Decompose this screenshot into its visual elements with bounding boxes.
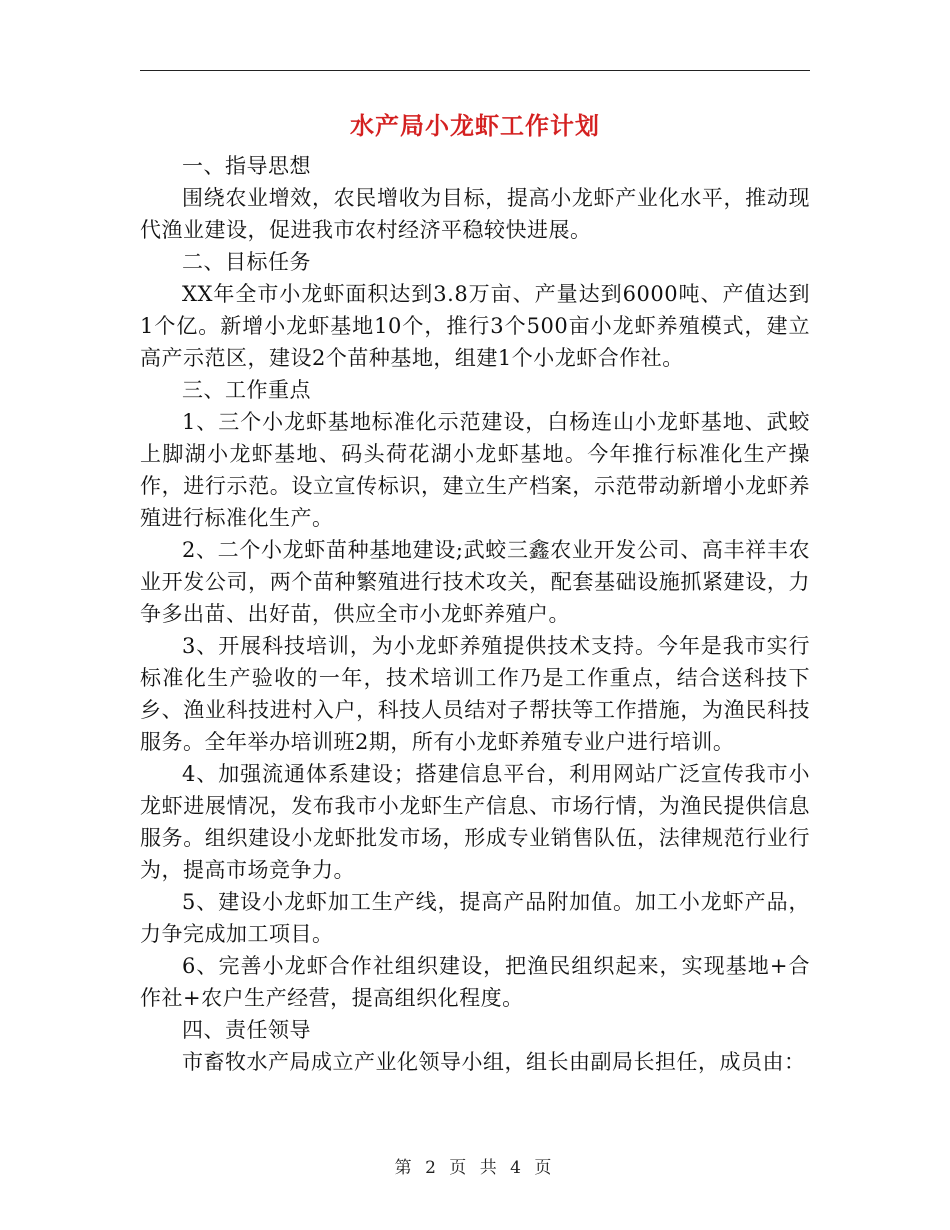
section-heading-goals: 二、目标任务 <box>182 250 311 274</box>
paragraph-key-work-5: 5、建设小龙虾加工生产线，提高产品附加值。加工小龙虾产品，力争完成加工项目。 <box>140 890 810 946</box>
header-rule <box>140 70 810 71</box>
paragraph-key-work-3: 3、开展科技培训，为小龙虾养殖提供技术支持。今年是我市实行标准化生产验收的一年，技术培训工作乃是工作重点，结合送科技下乡、渔业科技进村入户，科技人员结对子帮扶等工作措施，为渔民科技服务。全年举办培训班2期，所有小龙虾养殖专业户进行培训。 <box>140 634 810 754</box>
section-heading-leadership: 四、责任领导 <box>182 1018 311 1042</box>
paragraph-key-work-1: 1、三个小龙虾基地标准化示范建设，白杨连山小龙虾基地、武蛟上脚湖小龙虾基地、码头荷花湖小龙虾基地。今年推行标准化生产操作，进行示范。设立宣传标识，建立生产档案，示范带动新增小龙虾养殖进行标准化生产。 <box>140 410 810 530</box>
page-footer: 第 2 页 共 4 页 <box>394 1158 556 1178</box>
section-heading-guiding-thought: 一、指导思想 <box>182 154 311 178</box>
paragraph-goals: XX年全市小龙虾面积达到3.8万亩、产量达到6000吨、产值达到1个亿。新增小龙虾基地10个，推行3个500亩小龙虾养殖模式，建立高产示范区，建设2个苗种基地，组建1个小龙虾合作社。 <box>140 282 810 370</box>
document-title: 水产局小龙虾工作计划 <box>350 111 600 140</box>
paragraph-leadership: 市畜牧水产局成立产业化领导小组，组长由副局长担任，成员由： <box>182 1050 806 1074</box>
paragraph-key-work-2: 2、二个小龙虾苗种基地建设;武蛟三鑫农业开发公司、高丰祥丰农业开发公司，两个苗种繁殖进行技术攻关，配套基础设施抓紧建设，力争多出苗、出好苗，供应全市小龙虾养殖户。 <box>140 538 810 626</box>
section-heading-key-work: 三、工作重点 <box>182 378 311 402</box>
document-body <box>140 150 810 1078</box>
paragraph-key-work-6: 6、完善小龙虾合作社组织建设，把渔民组织起来，实现基地+合作社+农户生产经营，提高组织化程度。 <box>140 954 810 1010</box>
paragraph-key-work-4: 4、加强流通体系建设；搭建信息平台，利用网站广泛宣传我市小龙虾进展情况，发布我市小龙虾生产信息、市场行情，为渔民提供信息服务。组织建设小龙虾批发市场，形成专业销售队伍，法律规范行业行为，提高市场竞争力。 <box>140 762 810 882</box>
paragraph-guiding-thought: 围绕农业增效，农民增收为目标，提高小龙虾产业化水平，推动现代渔业建设，促进我市农村经济平稳较快进展。 <box>140 186 810 242</box>
